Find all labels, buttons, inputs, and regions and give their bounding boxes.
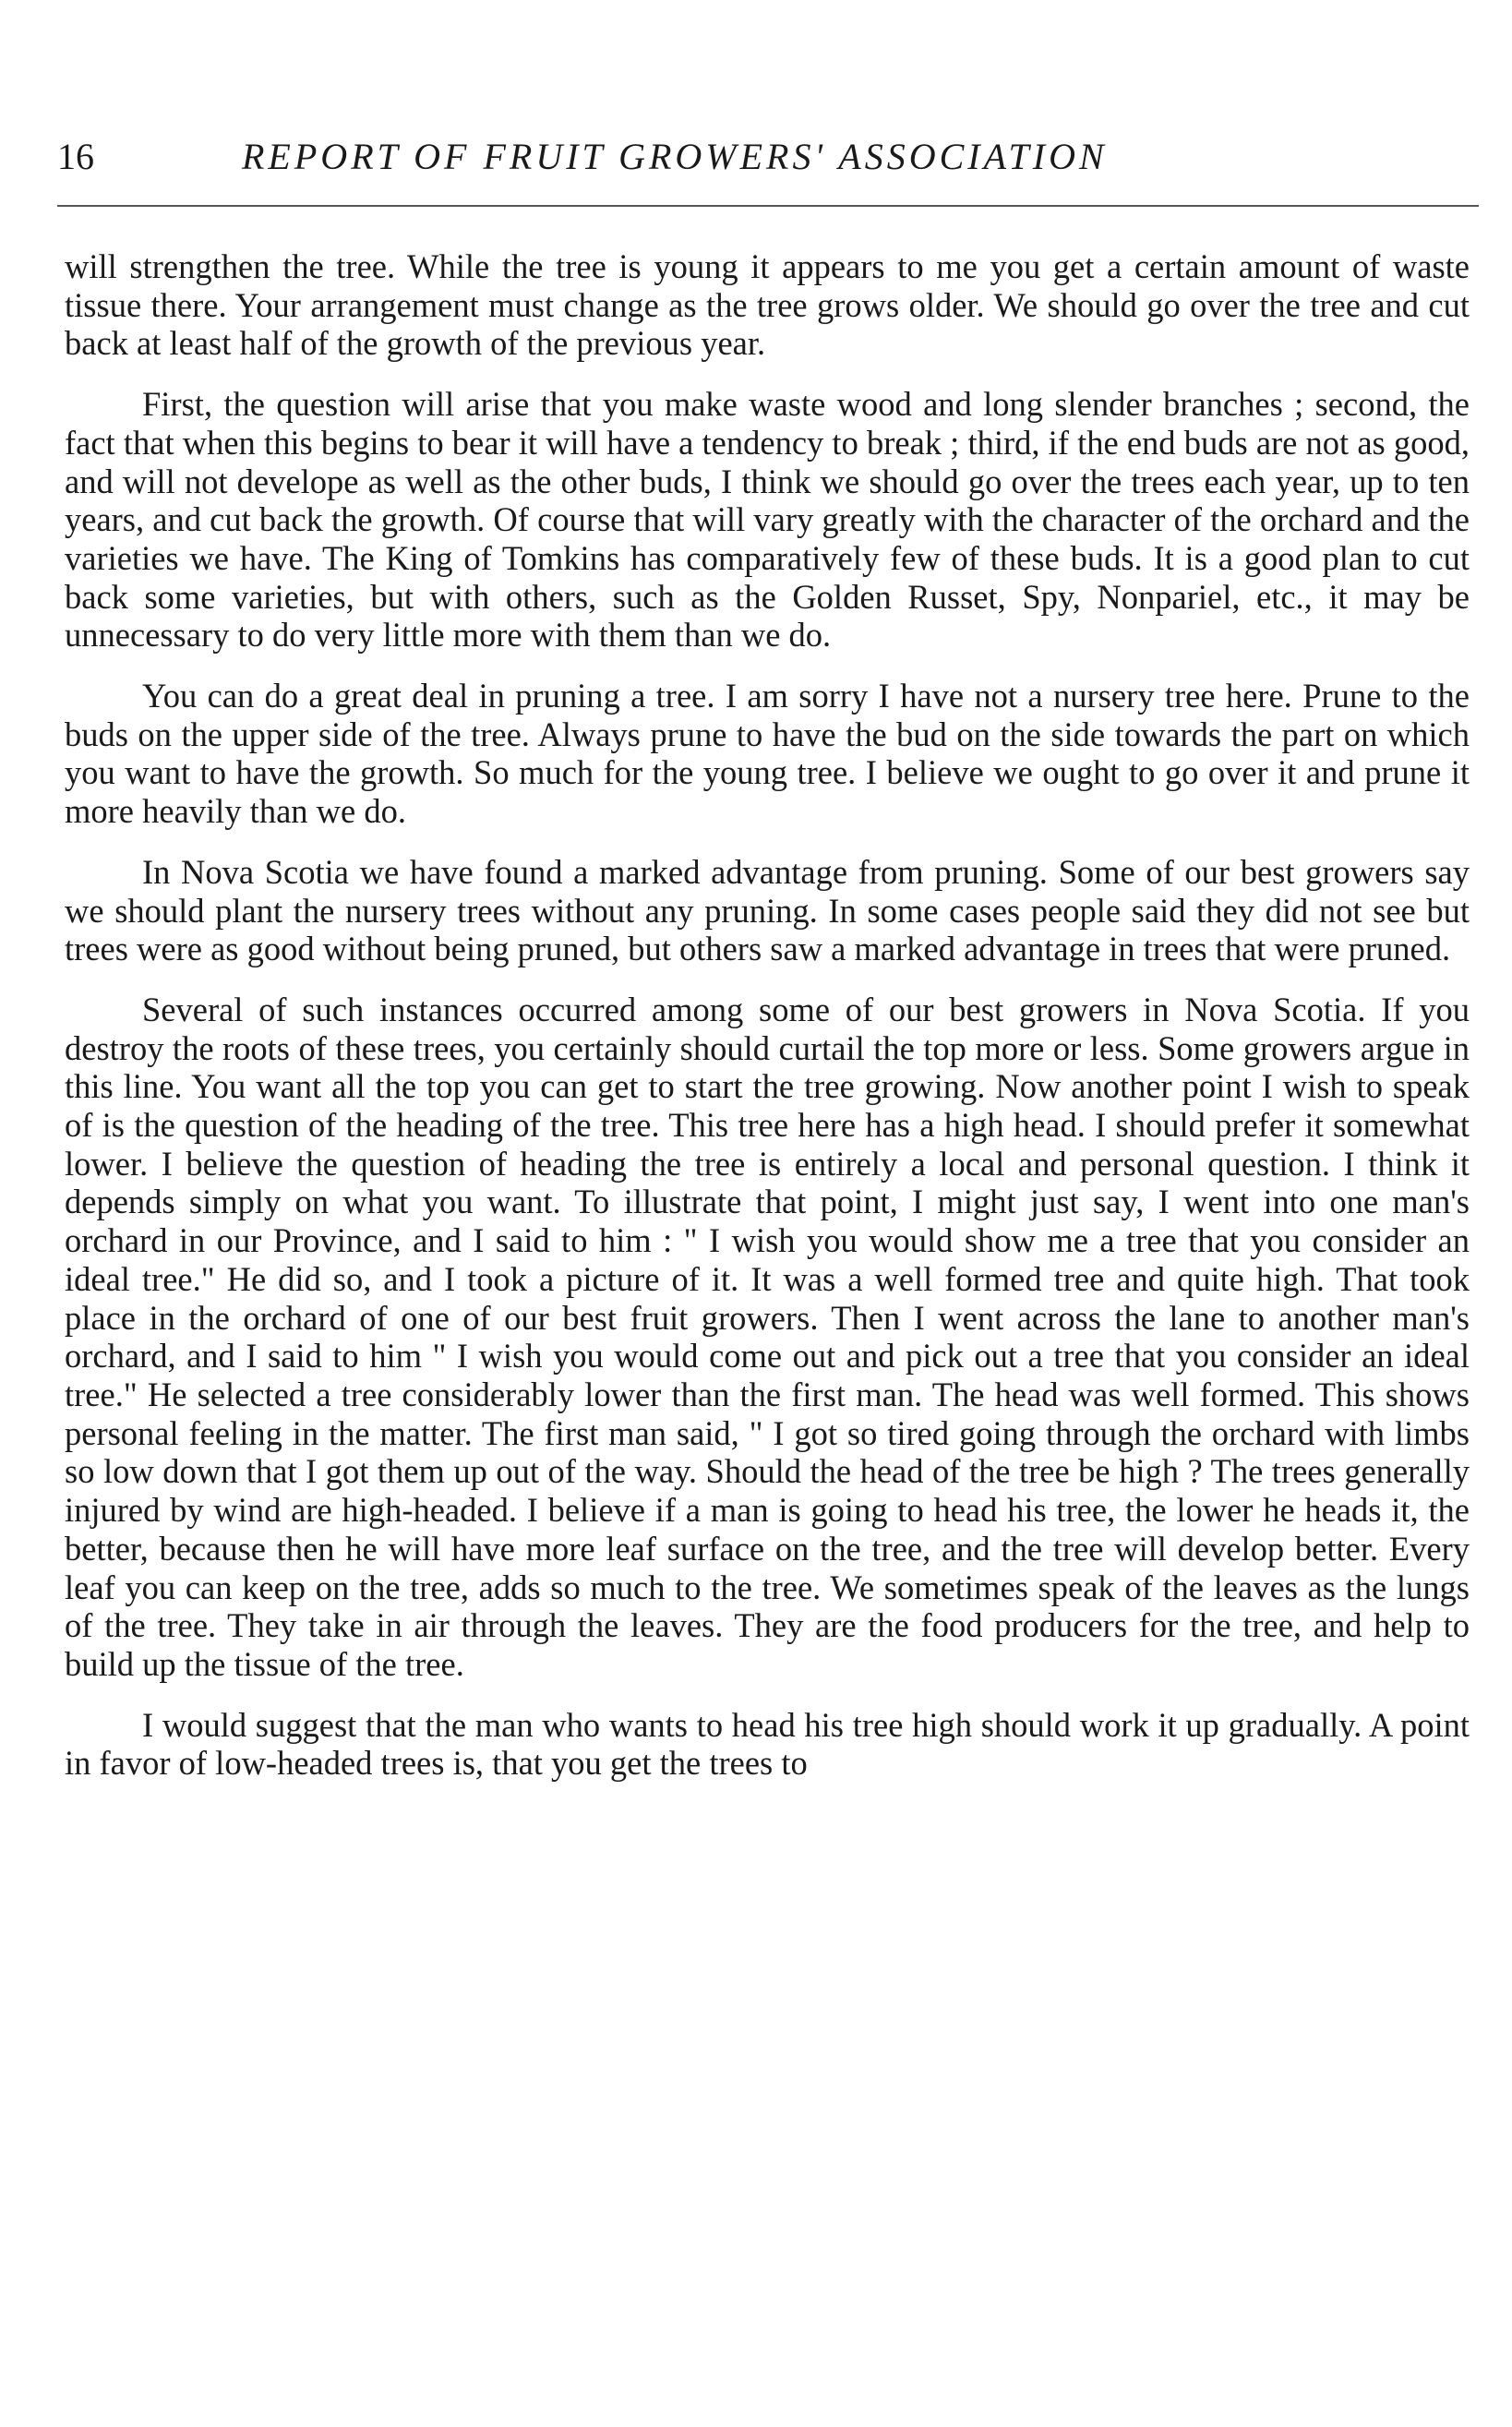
paragraph-pruning-reasons: First, the question will arise that you make waste wood and long slender branches ; second, the fact that when this begins to bear it will have a tendency to break ; third, if the end buds are not as good, and will not develope as well as the other buds, I think we should go over the trees each year, up to ten years, and cut back the growth. Of course that will vary greatly with the character of the orchard and the varieties we have. The King of Tomkins has comparatively few of these buds. It is a good plan to cut back some varieties, but with others, such as the Golden Russet, Spy, Nonpariel, etc., it may be unnecessary to do very little more with them than we do.	[65, 385, 1470, 655]
paragraph-continuation: will strengthen the tree. While the tree is young it appears to me you get a certain amount of waste tissue there. Your arrangement must change as the tree grows older. We should go over the tree and cut back at least half of the growth of the previous year.	[65, 247, 1470, 363]
body-text	[65, 247, 1470, 1805]
running-title: REPORT OF FRUIT GROWERS' ASSOCIATION	[242, 136, 1108, 177]
running-head	[57, 131, 1479, 186]
paragraph-heading-of-tree: Several of such instances occurred among some of our best growers in Nova Scotia. If you destroy the roots of these trees, you certainly should curtail the top more or less. Some growers argue in this line. You want all the top you can get to start the tree growing. Now another point I wish to speak of is the question of the heading of the tree. This tree here has a high head. I should prefer it somewhat lower. I believe the question of heading the tree is entirely a local and personal question. I think it depends simply on what you want. To illustrate that point, I might just say, I went into one man's orchard in our Province, and I said to him : " I wish you would show me a tree that you consider an ideal tree." He did so, and I took a picture of it. It was a well formed tree and quite high. That took place in the orchard of one of our best fruit growers. Then I went across the lane to another man's orchard, and I said to him " I wish you would come out and pick out a tree that you consider an ideal tree." He selected a tree considerably lower than the first man. The head was well formed. This shows personal feeling in the matter. The first man said, " I got so tired going through the orchard with limbs so low down that I got them up out of the way. Should the head of the tree be high ? The trees generally injured by wind are high-headed. I believe if a man is going to head his tree, the lower he heads it, the better, because then he will have more leaf surface on the tree, and the tree will develop better. Every leaf you can keep on the tree, adds so much to the tree. We sometimes speak of the leaves as the lungs of the tree. They take in air through the leaves. They are the food producers for the tree, and help to build up the tissue of the tree.	[65, 990, 1470, 1683]
paragraph-low-headed-trees: I would suggest that the man who wants to head his tree high should work it up gradually. A point in favor of low-headed trees is, that you get the trees to	[65, 1705, 1470, 1783]
page-number: 16	[57, 136, 94, 177]
paragraph-nova-scotia: In Nova Scotia we have found a marked advantage from pruning. Some of our best growers say we should plant the nursery trees without any pruning. In some cases people said they did not see but trees were as good without being pruned, but others saw a marked advantage in trees that were pruned.	[65, 852, 1470, 968]
paragraph-young-tree: You can do a great deal in pruning a tree. I am sorry I have not a nursery tree here. Prune to the buds on the upper side of the tree. Always prune to have the bud on the side towards the part on which you want to have the growth. So much for the young tree. I believe we ought to go over it and prune it more heavily than we do.	[65, 677, 1470, 831]
header-rule	[57, 205, 1479, 207]
